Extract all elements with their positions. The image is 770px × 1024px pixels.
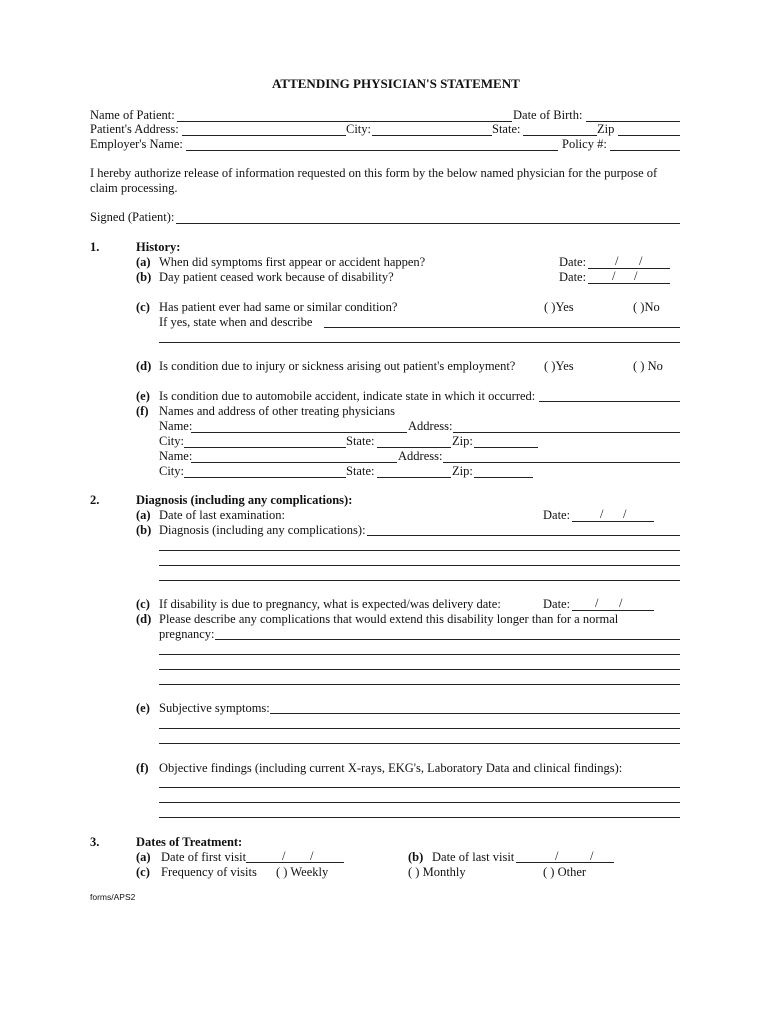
physician-1-address-field[interactable] xyxy=(453,432,680,433)
item-2a-text: Date of last examination: xyxy=(159,508,286,522)
page-title: ATTENDING PHYSICIAN'S STATEMENT xyxy=(272,76,520,91)
patients-address-field[interactable] xyxy=(182,135,346,136)
section-2-number: 2. xyxy=(90,493,100,507)
physician-2-state-field[interactable] xyxy=(377,477,451,478)
physician-2-address-field[interactable] xyxy=(443,462,680,463)
section-1-heading: History: xyxy=(136,240,181,254)
zip-label: Zip xyxy=(597,122,615,136)
item-1b-date-label: Date: xyxy=(559,270,587,284)
item-2b-diagnosis-field-2[interactable] xyxy=(159,550,680,551)
date-slash: / xyxy=(615,254,619,268)
zip-field[interactable] xyxy=(618,135,680,136)
item-1c-describe-label: If yes, state when and describe xyxy=(159,315,313,329)
item-1e-state-field[interactable] xyxy=(539,401,680,402)
item-1f-mark: (f) xyxy=(136,404,149,418)
date-slash: / xyxy=(634,269,638,283)
physician-1-zip-label: Zip: xyxy=(452,434,473,448)
item-3c-mark: (c) xyxy=(136,865,150,879)
item-2d-pregnancy-label: pregnancy: xyxy=(159,627,215,641)
item-2c-mark: (c) xyxy=(136,597,150,611)
authorization-text-2: claim processing. xyxy=(90,181,178,195)
item-2e-symptoms-field-2[interactable] xyxy=(159,728,680,729)
city-field[interactable] xyxy=(372,135,492,136)
item-2b-diagnosis-field-3[interactable] xyxy=(159,565,680,566)
item-1c-mark: (c) xyxy=(136,300,150,314)
name-of-patient-field[interactable] xyxy=(177,121,512,122)
item-1d-mark: (d) xyxy=(136,359,152,373)
date-slash: / xyxy=(612,269,616,283)
physician-1-zip-field[interactable] xyxy=(474,447,538,448)
item-2e-symptoms-field-3[interactable] xyxy=(159,743,680,744)
item-1c-describe-field-2[interactable] xyxy=(159,342,680,343)
section-3-heading: Dates of Treatment: xyxy=(136,835,243,849)
monthly-checkbox[interactable]: ( ) Monthly xyxy=(408,865,466,879)
physician-1-name-field[interactable] xyxy=(191,432,407,433)
date-slash: / xyxy=(590,849,594,863)
item-2e-mark: (e) xyxy=(136,701,150,715)
item-1d-text: Is condition due to injury or sickness arising out patient's employment? xyxy=(159,359,516,373)
physician-2-zip-label: Zip: xyxy=(452,464,473,478)
item-2d-text: Please describe any complications that would extend this disability longer than for a normal xyxy=(159,612,619,626)
section-2-heading: Diagnosis (including any complications): xyxy=(136,493,353,507)
item-3b-mark: (b) xyxy=(408,850,424,864)
section-3-number: 3. xyxy=(90,835,100,849)
item-2b-mark: (b) xyxy=(136,523,152,537)
state-label: State: xyxy=(492,122,521,136)
physician-1-state-label: State: xyxy=(346,434,375,448)
city-label: City: xyxy=(346,122,372,136)
item-1c-text: Has patient ever had same or similar condition? xyxy=(159,300,398,314)
physician-2-name-field[interactable] xyxy=(191,462,397,463)
physician-2-zip-field[interactable] xyxy=(474,477,533,478)
item-3a-text: Date of first visit xyxy=(161,850,247,864)
item-2f-findings-field-3[interactable] xyxy=(159,817,680,818)
physician-1-state-field[interactable] xyxy=(377,447,451,448)
item-2f-findings-field[interactable] xyxy=(159,787,680,788)
item-2a-date-label: Date: xyxy=(543,508,571,522)
last-visit-date-field[interactable] xyxy=(516,862,614,863)
item-2c-date-field[interactable] xyxy=(572,610,654,611)
item-2d-complications-field-4[interactable] xyxy=(159,684,680,685)
item-2d-complications-field-2[interactable] xyxy=(159,654,680,655)
item-1c-describe-field[interactable] xyxy=(324,327,680,328)
item-1c-yes-checkbox[interactable]: ( )Yes xyxy=(544,300,574,314)
item-1a-date-field[interactable] xyxy=(588,268,670,269)
date-slash: / xyxy=(595,596,599,610)
patients-address-label: Patient's Address: xyxy=(90,122,179,136)
policy-field[interactable] xyxy=(610,150,680,151)
name-of-patient-label: Name of Patient: xyxy=(90,108,175,122)
item-3b-text: Date of last visit xyxy=(432,850,515,864)
item-1c-no-checkbox[interactable]: ( )No xyxy=(633,300,660,314)
authorization-text: I hereby authorize release of information requested on this form by the below named physician for the purpose of xyxy=(90,166,658,180)
item-1d-yes-checkbox[interactable]: ( )Yes xyxy=(544,359,574,373)
physician-1-address-label: Address: xyxy=(408,419,453,433)
item-1a-date-label: Date: xyxy=(559,255,587,269)
item-2b-diagnosis-field[interactable] xyxy=(367,535,680,536)
item-3c-text: Frequency of visits xyxy=(161,865,257,879)
signed-patient-label: Signed (Patient): xyxy=(90,210,175,224)
physician-1-city-label: City: xyxy=(159,434,185,448)
date-slash: / xyxy=(619,596,623,610)
physician-2-city-field[interactable] xyxy=(184,477,346,478)
item-2d-complications-field[interactable] xyxy=(215,639,680,640)
state-field[interactable] xyxy=(523,135,597,136)
item-1d-no-checkbox[interactable]: ( ) No xyxy=(633,359,663,373)
section-1-number: 1. xyxy=(90,240,100,254)
other-checkbox[interactable]: ( ) Other xyxy=(543,865,587,879)
item-1e-text: Is condition due to automobile accident, indicate state in which it occurred: xyxy=(159,389,536,403)
item-1b-text: Day patient ceased work because of disability? xyxy=(159,270,394,284)
date-slash: / xyxy=(600,507,604,521)
physician-1-city-field[interactable] xyxy=(184,447,346,448)
item-2e-text: Subjective symptoms: xyxy=(159,701,270,715)
item-2f-mark: (f) xyxy=(136,761,149,775)
item-2b-diagnosis-field-4[interactable] xyxy=(159,580,680,581)
date-of-birth-label: Date of Birth: xyxy=(513,108,583,122)
form-id: forms/APS2 xyxy=(90,892,136,902)
physician-2-name-label: Name: xyxy=(159,449,193,463)
item-1e-mark: (e) xyxy=(136,389,150,403)
policy-label: Policy #: xyxy=(562,137,607,151)
physician-2-city-label: City: xyxy=(159,464,185,478)
date-slash: / xyxy=(555,849,559,863)
physician-2-state-label: State: xyxy=(346,464,375,478)
item-1b-mark: (b) xyxy=(136,270,152,284)
item-1f-text: Names and address of other treating physicians xyxy=(159,404,396,418)
item-2a-mark: (a) xyxy=(136,508,151,522)
date-slash: / xyxy=(282,849,286,863)
employers-name-label: Employer's Name: xyxy=(90,137,183,151)
item-2d-mark: (d) xyxy=(136,612,152,626)
item-2e-symptoms-field[interactable] xyxy=(270,713,680,714)
item-2a-date-field[interactable] xyxy=(572,521,654,522)
item-2c-date-label: Date: xyxy=(543,597,571,611)
first-visit-date-field[interactable] xyxy=(246,862,344,863)
item-2b-text: Diagnosis (including any complications): xyxy=(159,523,366,537)
weekly-checkbox[interactable]: ( ) Weekly xyxy=(276,865,329,879)
item-1a-mark: (a) xyxy=(136,255,151,269)
item-1b-date-field[interactable] xyxy=(588,283,670,284)
physician-2-address-label: Address: xyxy=(398,449,443,463)
item-3a-mark: (a) xyxy=(136,850,151,864)
signed-patient-field[interactable] xyxy=(176,223,680,224)
physician-1-name-label: Name: xyxy=(159,419,193,433)
item-2f-findings-field-2[interactable] xyxy=(159,802,680,803)
date-slash: / xyxy=(623,507,627,521)
item-2c-text: If disability is due to pregnancy, what is expected/was delivery date: xyxy=(159,597,501,611)
date-slash: / xyxy=(310,849,314,863)
item-1a-text: When did symptoms first appear or accident happen? xyxy=(159,255,426,269)
item-2f-text: Objective findings (including current X-rays, EKG's, Laboratory Data and clinical findings): xyxy=(159,761,623,775)
item-2d-complications-field-3[interactable] xyxy=(159,669,680,670)
employers-name-field[interactable] xyxy=(186,150,558,151)
date-slash: / xyxy=(639,254,643,268)
